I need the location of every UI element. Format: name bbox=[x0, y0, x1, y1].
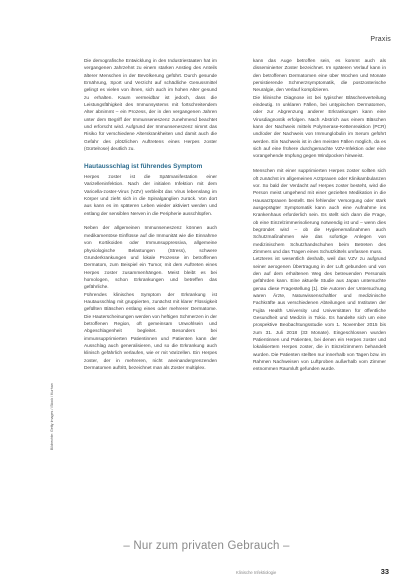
body-paragraph: Führendes klinisches Symptom der Erkrankung ist Hautausschlag mit gruppierten, zunächst mit klarer Flüssigkeit gefüllten Bläschen entlang eines oder mehrerer Dermatome. Die Hauterscheinungen werden von heftigen Schmerzen in der betroffenen Region, oft gemeinsam Unwohlsein und Abgeschlagenheit begleitet. Besonders bei immunsupprimierten Patientinnen und Patienten kann der Ausschlag auch generalisieren, und so die Erkrankung auch klinisch gefährlich verlaufen, wie er mit Varizellen. Ein Herpes zoster, der in mehreren, nicht aneinandergrenzenden Dermatomen auftritt, bezeichnet man als Zoster multiplex. bbox=[84, 292, 217, 371]
intro-paragraph: Die demografische Entwicklung in den Industriestaaten hat im vergangenen Jahrzehnt zu einem starken Anstieg des Anteils älterer Menschen in der Bevölkerung geführt. Durch gesunde Ernährung, Sport und Verzicht auf schädliche Genussmittel gelingt es vielen von ihnen, sich auch im hohen Alter gesund zu erhalten. Kaum vermeidbar ist jedoch, dass die Leistungsfähigkeit des Immunsystems mit fortschreitendem Alter abnimmt – ein Prozess, der in den vergangenen Jahren unter dem Begriff der Immunseneszenz zunehmend beachtet und erforscht wird. Aufgrund der Immunseneszenz nimmt das Risiko für verschiedene Alterskrankheiten und damit auch die Gefahr des plötzlichen Auftretens eines Herpes zoster (Gürtelrose) deutlich zu. bbox=[84, 59, 217, 153]
watermark: – Nur zum privaten Gebrauch – bbox=[123, 540, 290, 552]
page-header-section: Praxis bbox=[370, 36, 391, 43]
body-paragraph: Herpes zoster ist die Spätmanifestation einer Varizelleninfektion. Nach der initialen Infektion mit dem Varicella-zoster-Virus (VZV) verbleibt das Virus lebenslang im Körper und zieht sich in die Spinalganglien zurück. Von dort aus kann es im späteren Leben wieder aktiviert werden und entlang der sensiblen Nerven in die Peripherie ausschlüpfen. bbox=[84, 175, 217, 217]
body-paragraph: Die klinische Diagnose ist bei typischer Bläschenverteilung eindeutig. In unklaren Fällen, bei untypischen Dermatomen, oder zur Abgrenzung anderer Erkrankungen kann eine Virusdiagnostik erfolgen. Nach Abstrich aus einem Bläschen kann der Nachweis mittels Polymerase-Kettenreaktion (PCR) und/oder der Nachweis von Immunglobulin im Serum geführt werden. Ein Nachweis ist in den meisten Fällen möglich, da es sich auf eine frühere durchgemachte VZV-Infektion oder eine vorangehende Impfung gegen Windpocken hinweist. bbox=[253, 95, 386, 160]
body-paragraph: Menschen mit einer supprimierten Herpes zoster sollten sich oft zunächst im allgemeinen Arztpraxen oder Klinikambulanzen vor. So bald der Verdacht auf Herpes zoster besteht, wird die Person meist umgehend mit einer gezielten Medikation in die Hausarztpraxen bestellt. Bei fehlender Versorgung oder stark ausgeprägter Symptomatik kann auch eine Aufnahme ins Krankenhaus erforderlich sein. Es stellt sich dann die Frage, ob eine Einzelzimmerisolierung notwendig ist und – wenn dies begründet wird – ob die Hygienemaßnahmen auch Schutzmaßnahmen wie das sofortige Anlegen von medizinischem Schutzhandschuhen beim Betreten des Zimmers und das Tragen eines Schutzkittels umfassen muss. bbox=[253, 169, 386, 255]
right-column bbox=[253, 58, 386, 374]
image-credit: Bildrechte: Getty Images / iStock / Kurhan bbox=[50, 383, 54, 450]
body-paragraph: Letzteres ist wesentlich deshalb, weil das VZV zu aufgrund seiner aerogenen Übertragung in der Luft gebunden und von den auf dem erhaltenen Weg des betreuenden Personals gefährden kann. Eine aktuelle Studie aus Japan untersuchte genau diese Fragestellung [1]. Die Autoren der Untersuchung waren Ärzte, Naturwissenschaftler und medizinische Fachkräfte aus verschiedenen Abteilungen und Instituten der Fujita Health University und Universitäten für öffentliche Gesundheit und Medizin in Tokio. Es handelte sich um eine prospektive Beobachtungsstudie vom 1. November 2015 bis zum 31. Juli 2018 (33 Monate). Eingeschlossen wurden Patientinnen und Patienten, bei denen ein Herpes zoster und lokalisiertem Herpes zoster, die in Einzelzimmern behandelt wurden. Die Patienten stellten nur innerhalb von Tagen bzw. im Rahmen Nachweisen von Luftproben außerhalb vom Zimmer entnommen Raumluft gefunden wurde. bbox=[253, 257, 386, 373]
body-paragraph: Neben der allgemeinen Immunseneszenz können auch medikamentöse Einflüsse auf die Immunität wie die Einnahme von Kortikoiden oder Immunsuppressiva, allgemeine physiologische Belastungen (Stress), schwere Grunderkrankungen und lokale Prozesse im betroffenen Dermatom, zum Beispiel ein Tumor, mit dem Auftreten eines Herpes zoster zusammenhängen. Meist bleibt es bei homologen, schon Erkrankungen und betreffen das gefährliche. bbox=[84, 226, 217, 291]
body-paragraph: kann das Auge betroffen sein, es kommt auch als disseminierter Zoster bezeichnet. Im späteren Verlauf kann in den betroffenen Dermatomen eine über Wochen und Monate persistierende Schmerzsymptomatik, die postzosterische Neuralgie, den Verlauf komplizieren. bbox=[253, 59, 386, 94]
footer-journal: Klinische Infektiologie bbox=[236, 570, 277, 575]
section-heading: Hautausschlag ist führendes Symptom bbox=[84, 163, 203, 171]
page-number: 33 bbox=[380, 567, 389, 576]
left-column bbox=[84, 58, 217, 372]
